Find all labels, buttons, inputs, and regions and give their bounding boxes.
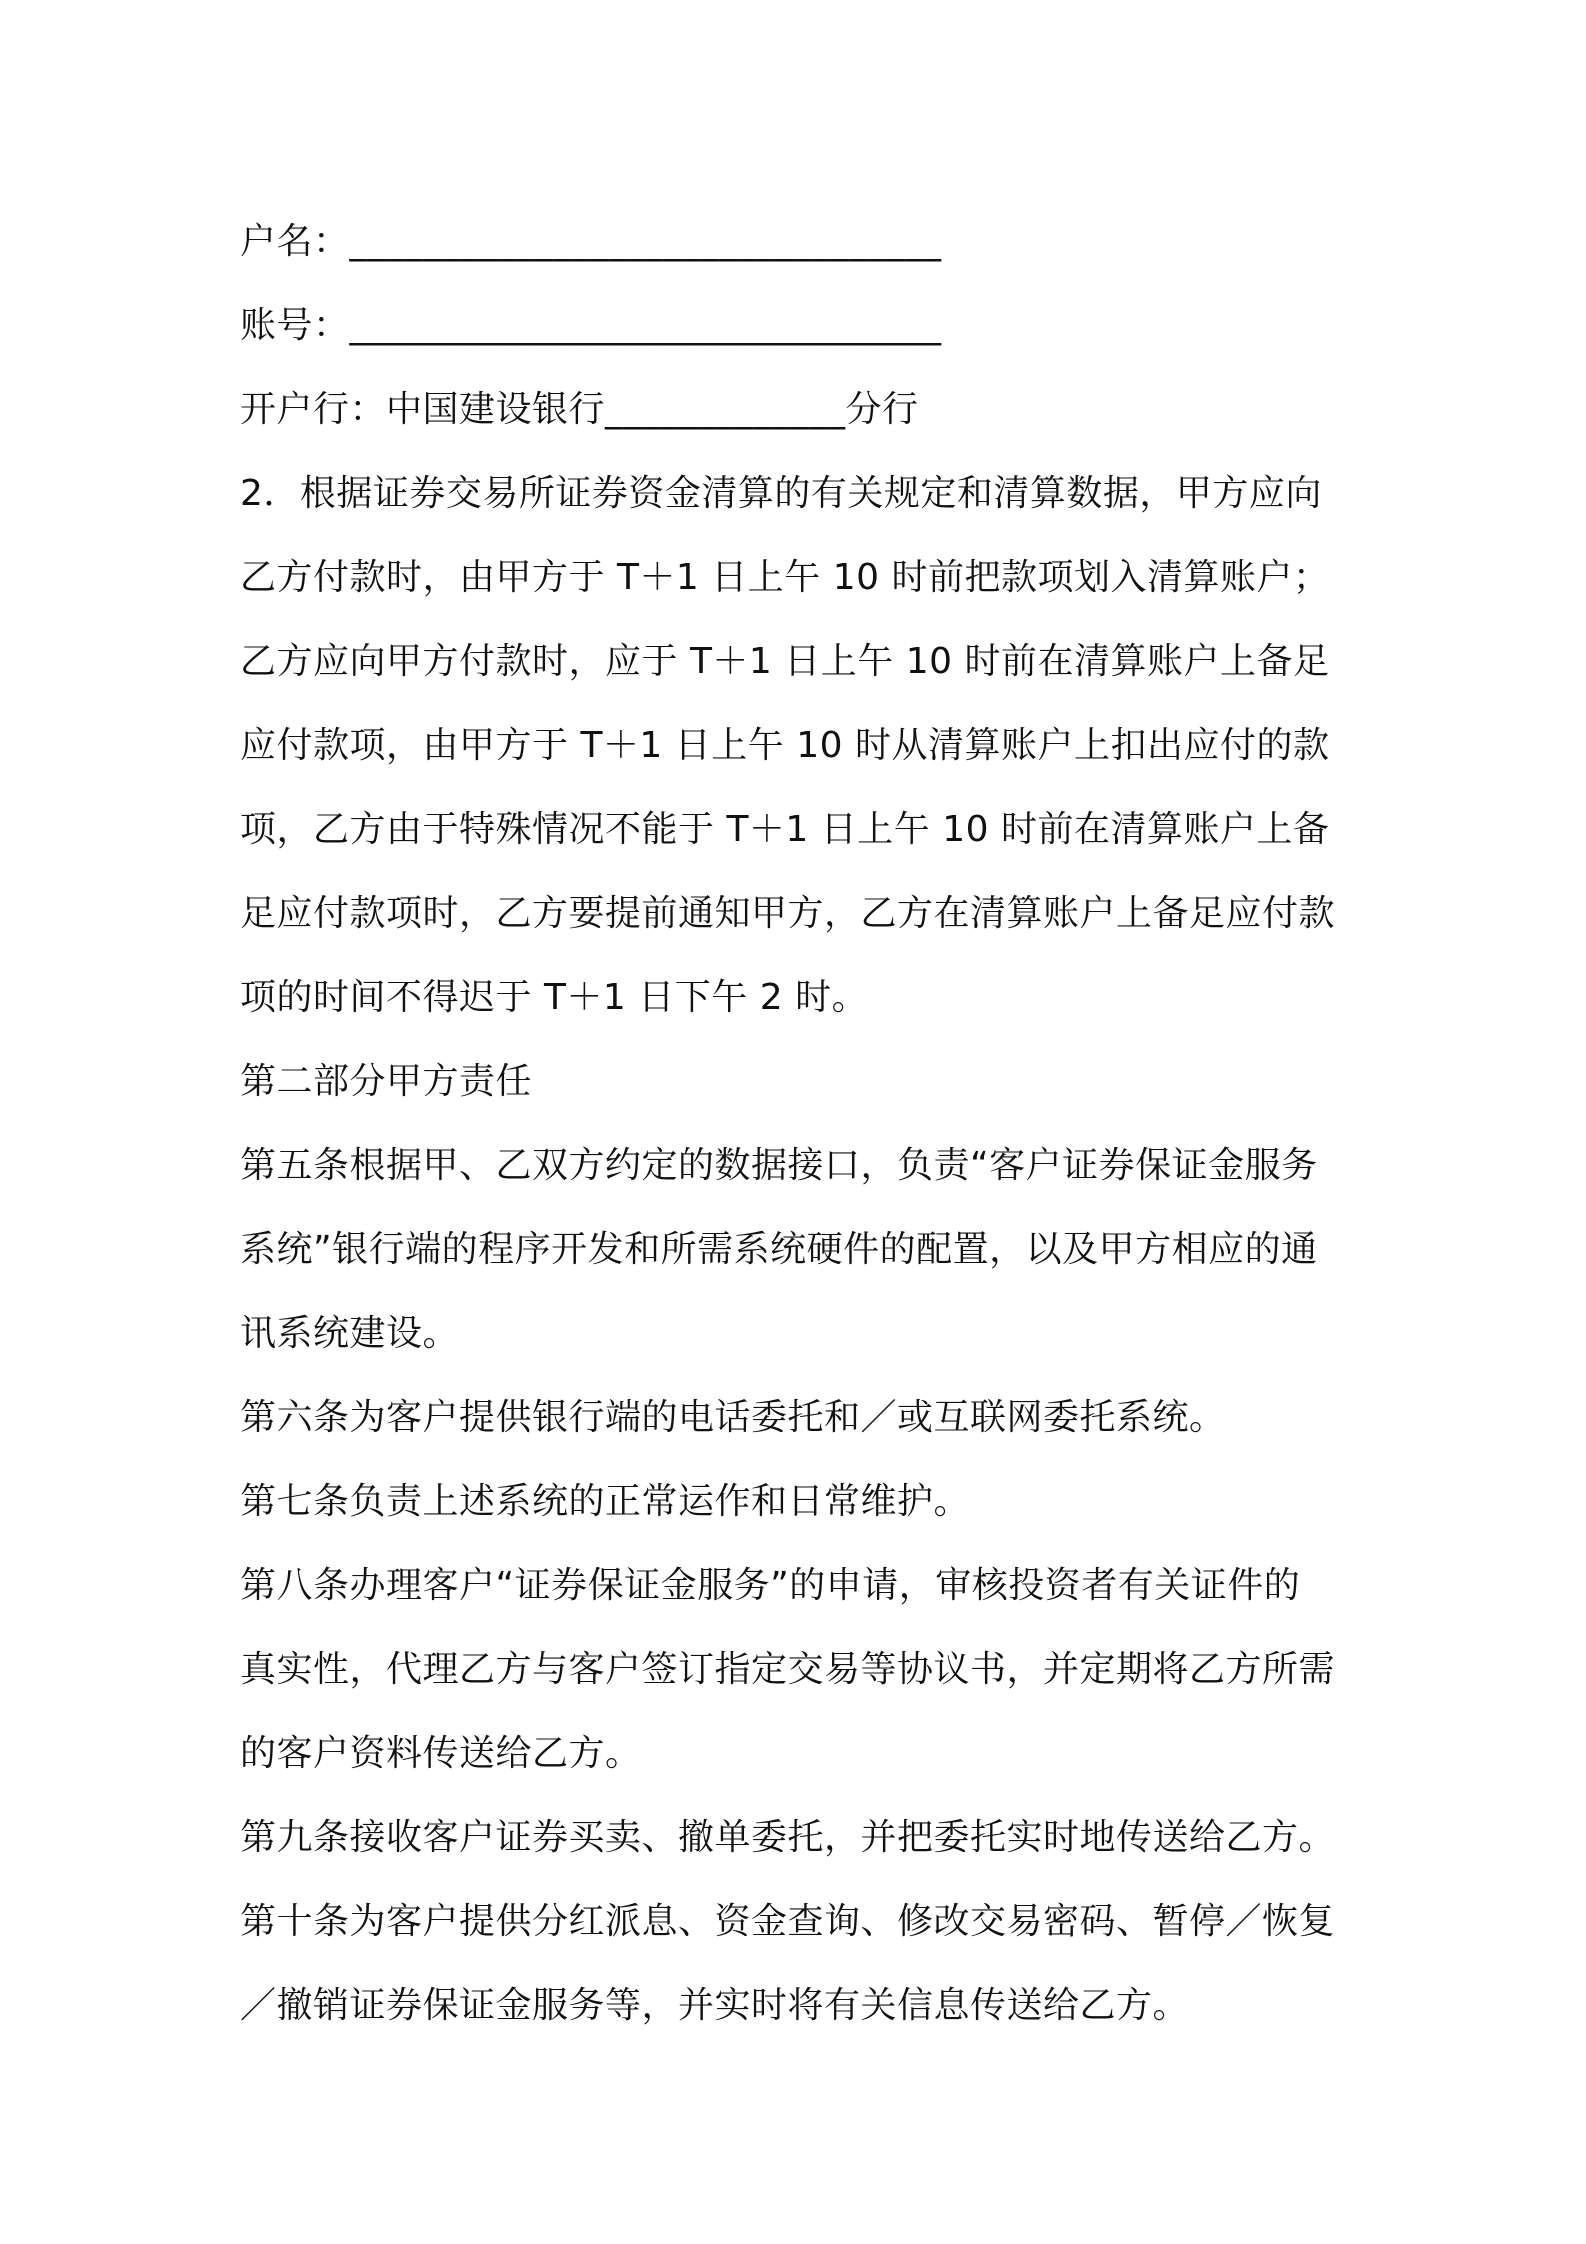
paragraph-line: 应付款项，由甲方于 T＋1 日上午 10 时从清算账户上扣出应付的款 xyxy=(240,725,1330,766)
article-5-paragraph xyxy=(240,1124,1350,1376)
paragraph-line: 项的时间不得迟于 T＋1 日下午 2 时。 xyxy=(240,977,869,1018)
clause-2-paragraph xyxy=(240,452,1350,1040)
article-7-paragraph: 第七条负责上述系统的正常运作和日常维护。 xyxy=(240,1481,971,1522)
paragraph-line: 讯系统建设。 xyxy=(240,1313,460,1354)
article-10-paragraph xyxy=(240,1880,1350,2048)
article-8-paragraph xyxy=(240,1544,1350,1796)
paragraph-line: 真实性，代理乙方与客户签订指定交易等协议书，并定期将乙方所需 xyxy=(240,1649,1336,1690)
paragraph-line: 的客户资料传送给乙方。 xyxy=(240,1733,642,1774)
bank-line: 开户行：中国建设银行_____________分行 xyxy=(240,389,919,430)
document-body xyxy=(240,200,1350,2048)
account-name-line: 户名：________________________________ xyxy=(240,221,942,262)
article-6-paragraph: 第六条为客户提供银行端的电话委托和／或互联网委托系统。 xyxy=(240,1397,1226,1438)
section-heading: 第二部分甲方责任 xyxy=(240,1061,533,1102)
paragraph-line: 第八条办理客户“证券保证金服务”的申请，审核投资者有关证件的 xyxy=(240,1565,1301,1606)
paragraph-line: 乙方付款时，由甲方于 T＋1 日上午 10 时前把款项划入清算账户； xyxy=(240,557,1330,598)
paragraph-line: 系统”银行端的程序开发和所需系统硬件的配置，以及甲方相应的通 xyxy=(240,1229,1318,1270)
paragraph-line: 第十条为客户提供分红派息、资金查询、修改交易密码、暂停／恢复 xyxy=(240,1901,1336,1942)
account-number-line: 账号：________________________________ xyxy=(240,305,942,346)
paragraph-line: ／撤销证券保证金服务等，并实时将有关信息传送给乙方。 xyxy=(240,1985,1190,2026)
paragraph-line: 第五条根据甲、乙双方约定的数据接口，负责“客户证券保证金服务 xyxy=(240,1145,1318,1186)
paragraph-line: 项，乙方由于特殊情况不能于 T＋1 日上午 10 时前在清算账户上备 xyxy=(240,809,1330,850)
paragraph-line: 乙方应向甲方付款时，应于 T＋1 日上午 10 时前在清算账户上备足 xyxy=(240,641,1330,682)
paragraph-line: 2．根据证券交易所证券资金清算的有关规定和清算数据，甲方应向 xyxy=(240,473,1322,514)
paragraph-line: 足应付款项时，乙方要提前通知甲方，乙方在清算账户上备足应付款 xyxy=(240,893,1336,934)
article-9-paragraph: 第九条接收客户证券买卖、撤单委托，并把委托实时地传送给乙方。 xyxy=(240,1817,1336,1858)
